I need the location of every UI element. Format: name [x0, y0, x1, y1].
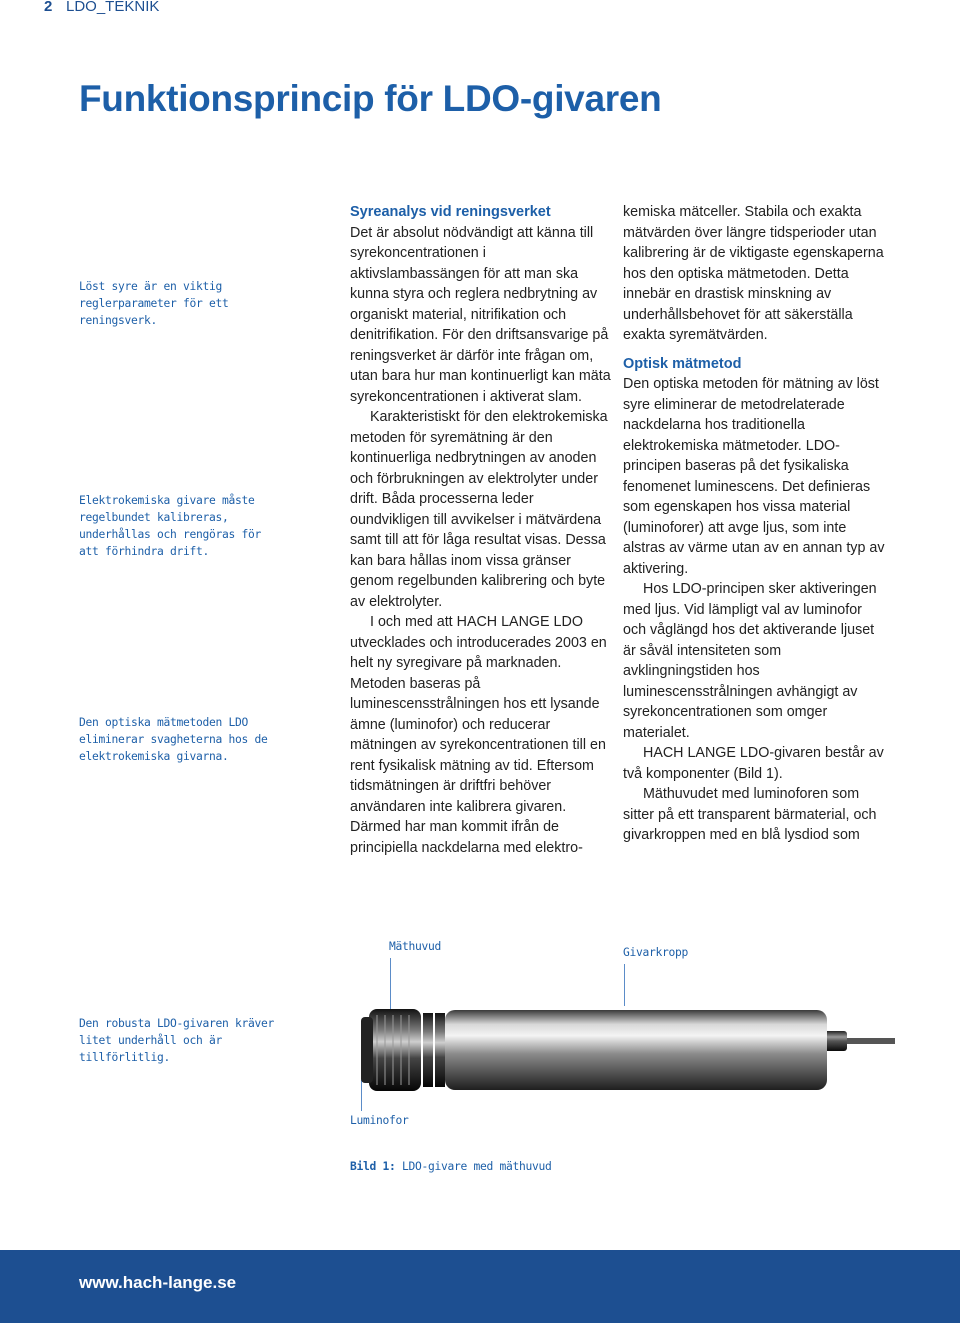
paragraph: kemiska mätceller. Stabila och exakta mätvärden över längre tidsperioder utan kalibrering är de viktigaste egenskaperna hos den optiska mätmetoden. Detta innebär en drastisk minskning av underhållsbehovet för att säkerställa exakta syremätvärden.	[623, 204, 884, 343]
text-column-2	[623, 202, 885, 846]
caption-label: Bild 1:	[350, 1160, 396, 1173]
groove	[435, 1013, 445, 1087]
paragraph: HACH LANGE LDO-givaren består av två komponenter (Bild 1).	[623, 745, 884, 782]
page-number: 2	[44, 0, 53, 15]
heading-optisk-matmetod: Optisk mätmetod	[623, 355, 742, 372]
sidenote-4: Den robusta LDO-givaren kräver litet underhåll och är tillförlitlig.	[79, 1017, 275, 1064]
figure-caption	[350, 1160, 552, 1173]
luminofor-cap	[361, 1017, 373, 1083]
sensor-body	[445, 1010, 827, 1090]
sidenote-3: Den optiska mätmetoden LDO eliminerar svagheterna hos de elektrokemiska givarna.	[79, 716, 268, 763]
sidenote-2: Elektrokemiska givare måste regelbundet kalibreras, underhållas och rengöras för att förhindra drift.	[79, 494, 262, 558]
section-label: LDO_TEKNIK	[66, 0, 160, 15]
paragraph: I och med att HACH LANGE LDO utvecklades och introducerades 2003 en helt ny syregivare på marknaden. Metoden baseras på luminescensstrålningen hos ett lysande ämne (luminofor) och reducerar mätningen av syrekoncentrationen till en rent fysikalisk mätning av tid. Eftersom tidsmätningen är driftfri behöver användaren inte kalibrera givaren. Därmed har man kommit ifrån de principiella nackdelarna med elektro-	[350, 614, 607, 856]
paragraph: Karakteristiskt för den elektrokemiska metoden för syremätning är den kontinuerliga nedbrytningen av anoden och förbrukningen av elektrolyter under drift. Båda processerna leder oundvikligen till avvikelser i mätvärdena samt till att för låga resultat visas. Dessa kan bara hållas inom vissa gränser genom regelbunden kalibrering och byte av elektrolyter.	[350, 409, 608, 610]
label-givarkropp: Givarkropp	[623, 946, 689, 959]
caption-text: LDO-givare med mäthuvud	[395, 1160, 552, 1173]
paragraph: Hos LDO-principen sker aktiveringen med ljus. Vid lämpligt val av luminofor och våglängd hos det aktiverande ljuset är såväl intensiteten som avklingningstiden hos luminescensstrålningen avhängigt av syrekoncentrationen som omger materialet.	[623, 581, 877, 741]
text-column-1	[350, 202, 615, 858]
heading-syreanalys: Syreanalys vid reningsverket	[350, 204, 551, 220]
ldo-sensor-illustration	[355, 1005, 895, 1100]
label-mathuvud: Mäthuvud	[389, 940, 442, 953]
groove	[423, 1013, 433, 1087]
paragraph: Det är absolut nödvändigt att känna till syrekoncentrationen i aktivslambassängen för att man ska kunna styra och reglera nedbrytning av organiskt material, nitrifikation och denitrifikation. För den driftsansvarige på reningsverket är därför inte frågan om, utan bara hur man kontinuerligt kan mäta syrekoncentrationen i aktiverat slam.	[350, 224, 611, 405]
paragraph: Den optiska metoden för mätning av löst syre eliminerar de metodrelaterade nackdelarna hos traditionella elektrokemiska mätmetoder. LDO-principen baseras på det fysikaliska fenomenet luminescens. Det definieras som egenskapen hos vissa material (luminoforer) att avge ljus, som inte alstras av värme utan av en annan typ av aktivering.	[623, 376, 885, 577]
page-title: Funktionsprincip för LDO-givaren	[79, 78, 662, 119]
label-luminofor: Luminofor	[350, 1114, 409, 1127]
leader-line	[390, 958, 391, 1010]
footer-url[interactable]: www.hach-lange.se	[79, 1273, 237, 1292]
leader-line	[624, 964, 625, 1006]
sidenote-1: Löst syre är en viktig reglerparameter för ett reningsverk.	[79, 280, 229, 327]
footer-bar	[0, 1250, 960, 1323]
paragraph: Mäthuvudet med luminoforen som sitter på ett transparent bärmaterial, och givarkroppen med en blå lysdiod som	[623, 786, 877, 843]
